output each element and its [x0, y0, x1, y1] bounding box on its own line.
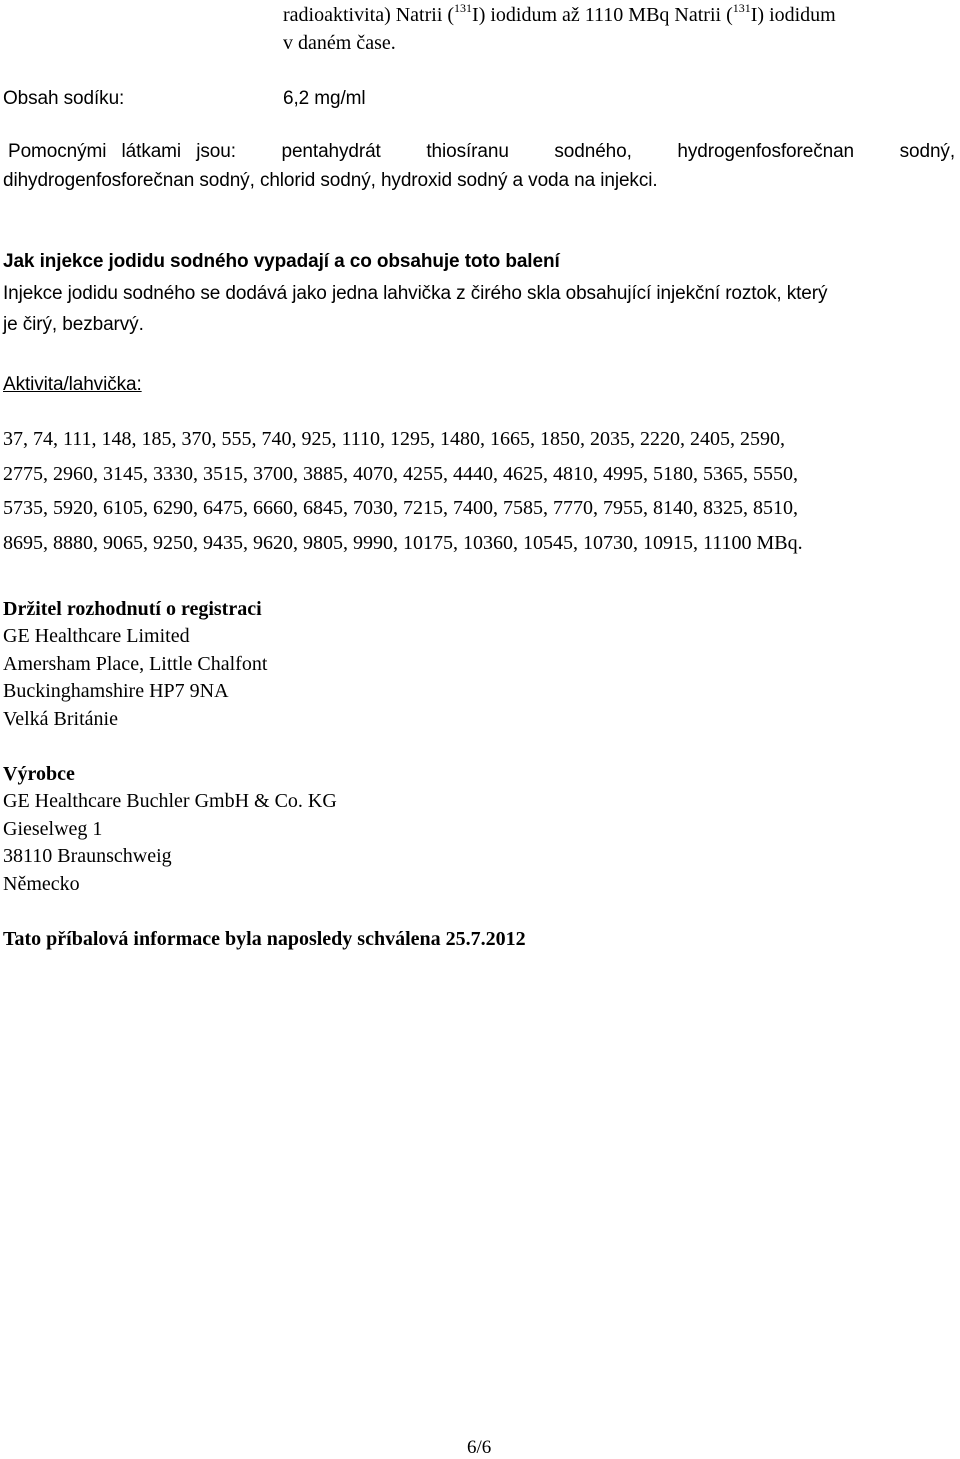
- excipients-line-2: dihydrogenfosforečnan sodný, chlorid sodný, hydroxid sodný a voda na injekci.: [3, 170, 658, 191]
- manufacturer-address-line: GE Healthcare Buchler GmbH & Co. KG: [3, 790, 337, 813]
- activity-values-line: 8695, 8880, 9065, 9250, 9435, 9620, 9805, 9990, 10175, 10360, 10545, 10730, 10915, 11100 MBq.: [3, 531, 803, 554]
- radioactivity-line: radioaktivita) Natrii ($^{131}$I) iodidum až 1110 MBq Natrii ($^{131}$I) iodidum: [283, 1, 836, 26]
- activity-values-line: 2775, 2960, 3145, 3330, 3515, 3700, 3885, 4070, 4255, 4440, 4625, 4810, 4995, 5180, 5365, 5550,: [3, 462, 798, 485]
- holder-address-line: GE Healthcare Limited: [3, 625, 190, 648]
- sodium-value: 6,2 mg/ml: [283, 88, 366, 109]
- sodium-label: Obsah sodíku:: [3, 88, 125, 109]
- activity-values-line: 37, 74, 111, 148, 185, 370, 555, 740, 925, 1110, 1295, 1480, 1665, 1850, 2035, 2220, 2405, 2590,: [3, 428, 786, 450]
- isotope-superscript: 131: [732, 1, 751, 15]
- activity-values-line: 5735, 5920, 6105, 6290, 6475, 6660, 6845, 7030, 7215, 7400, 7585, 7770, 7955, 8140, 8325, 8510,: [3, 497, 798, 519]
- manufacturer-heading: Výrobce: [3, 763, 75, 785]
- activity-label: Aktivita/lahvička:: [3, 374, 142, 395]
- holder-address-line: Buckinghamshire HP7 9NA: [3, 680, 229, 703]
- activity-values: [3, 422, 803, 560]
- page-number: 6/6: [467, 1437, 492, 1458]
- excipients-line-1: Pomocnými látkami jsou: pentahydrát thiosíranu sodného, hydrogenfosforečnan sodný,: [8, 141, 955, 162]
- holder-address-line: Velká Británie: [3, 707, 118, 730]
- manufacturer-address-line: Gieselweg 1: [3, 817, 103, 840]
- holder-section: [3, 596, 267, 733]
- manufacturer-address-line: Německo: [3, 872, 80, 895]
- radioactivity-line-2: v daném čase.: [283, 32, 396, 54]
- manufacturer-section: [3, 761, 337, 898]
- isotope-superscript: 131: [454, 1, 473, 15]
- holder-address-line: Amersham Place, Little Chalfont: [3, 652, 268, 675]
- package-line-2: je čirý, bezbarvý.: [3, 314, 144, 335]
- package-line-1: Injekce jodidu sodného se dodává jako jedna lahvička z čirého skla obsahující injekční roztok, který: [3, 283, 828, 304]
- holder-heading: Držitel rozhodnutí o registraci: [3, 598, 262, 620]
- approval-statement: Tato příbalová informace byla naposledy schválena 25.7.2012: [3, 928, 526, 950]
- package-heading: Jak injekce jodidu sodného vypadají a co obsahuje toto balení: [3, 251, 560, 272]
- manufacturer-address-line: 38110 Braunschweig: [3, 845, 172, 868]
